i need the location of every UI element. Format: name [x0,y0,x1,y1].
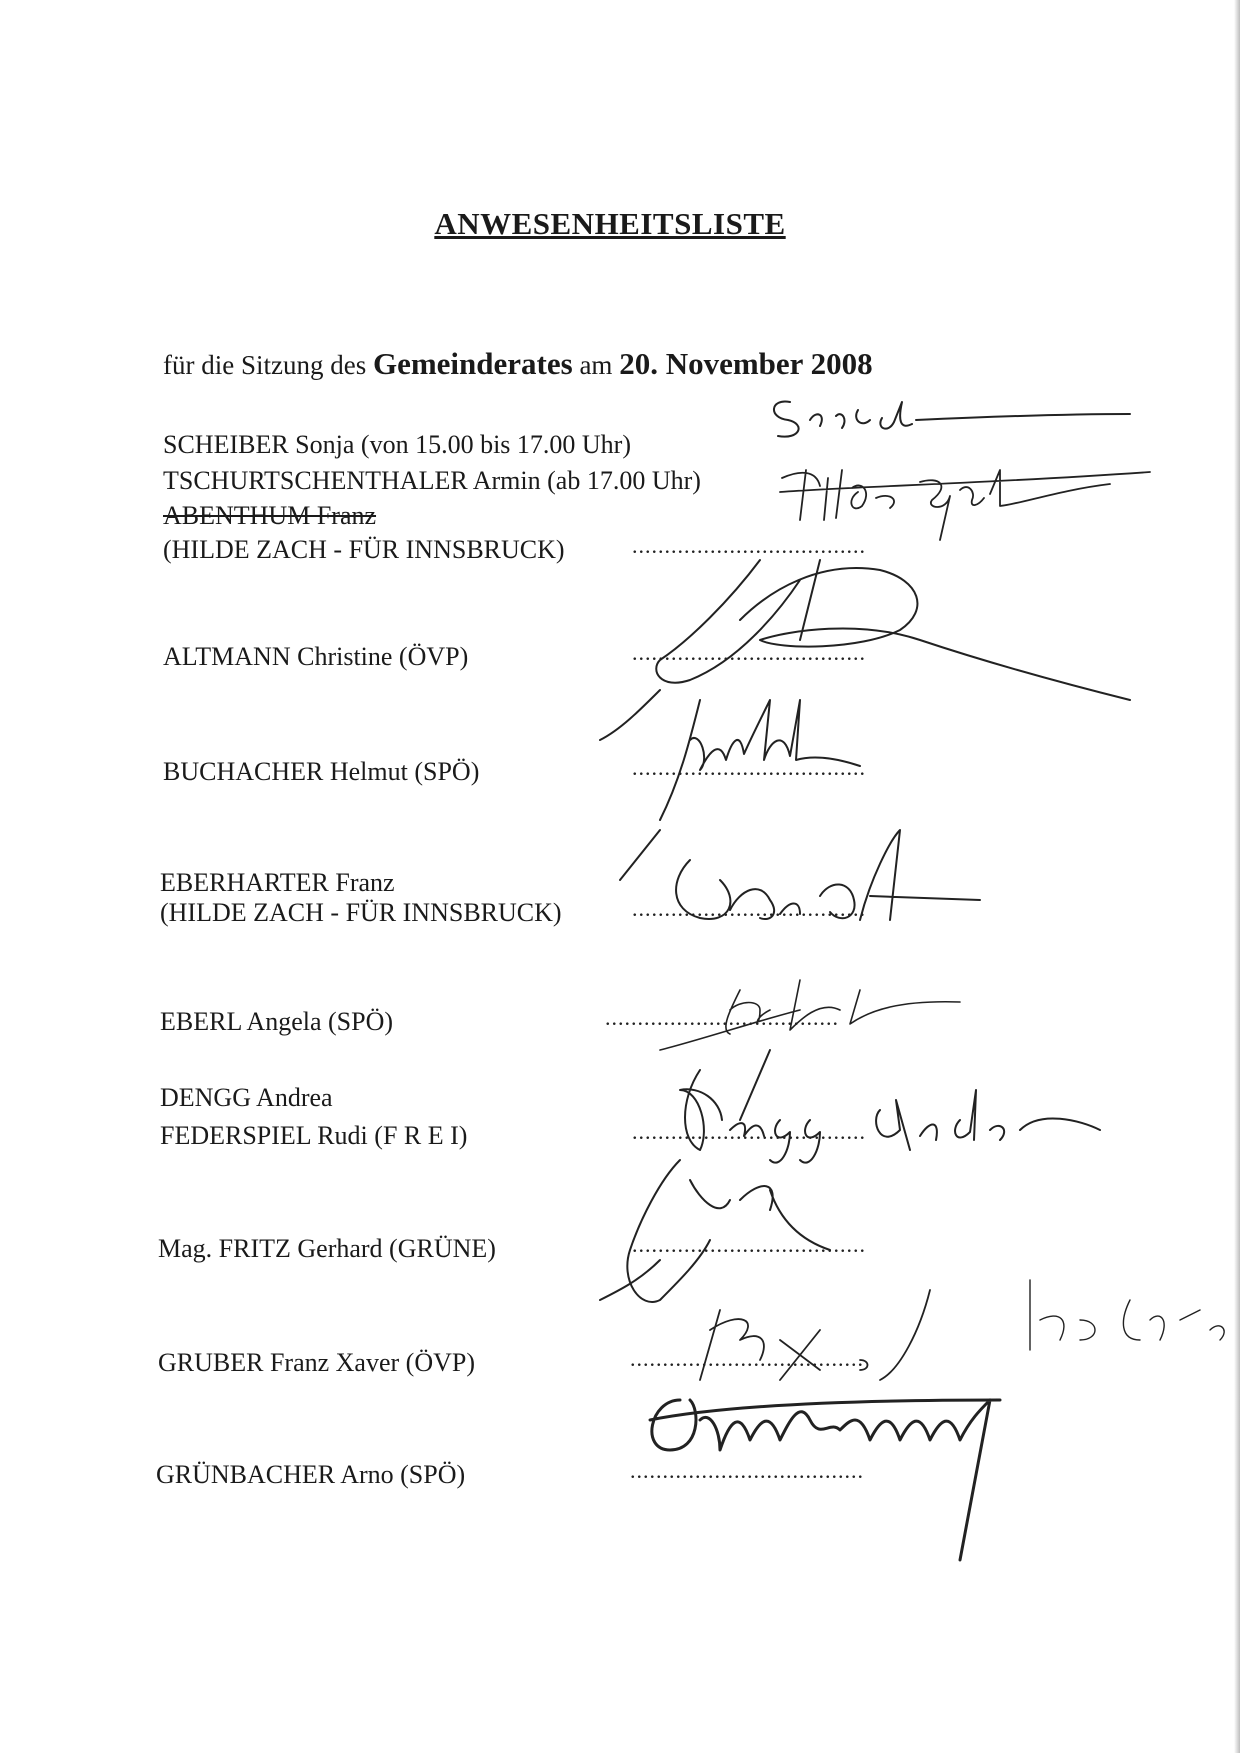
signature-hilde-zach [780,470,1150,540]
attendee-name: EBERL Angela (SPÖ) [160,1007,394,1036]
signature-margin-note [1030,1280,1224,1350]
attendee-name: FEDERSPIEL Rudi (F R E I) [160,1121,468,1150]
attendee-party: (HILDE ZACH - FÜR INNSBRUCK) [160,898,562,927]
signature-line: .................................... [632,533,866,558]
document-title: ANWESENHEITSLISTE [434,206,786,241]
signature-scheiber [774,401,1130,436]
session-body: Gemeinderates [372,346,573,381]
signature-line: .................................... [630,1458,864,1483]
session-prefix: für die Sitzung des [163,350,367,380]
attendee-name: DENGG Andrea [160,1083,333,1112]
attendee-name: GRÜNBACHER Arno (SPÖ) [156,1460,466,1489]
attendee-name: SCHEIBER Sonja (von 15.00 bis 17.00 Uhr) [163,430,631,459]
attendee-name: BUCHACHER Helmut (SPÖ) [163,757,480,786]
signature-line: .................................... [632,896,866,921]
attendee-name: GRUBER Franz Xaver (ÖVP) [158,1348,476,1377]
signature-line: .................................... [605,1005,839,1030]
signature-line: .................................... [632,1232,866,1257]
attendee-name-struck: ABENTHUM Franz [163,501,377,530]
signature-line: .................................... [630,1346,864,1371]
signature-line: .................................... [632,755,866,780]
attendee-name: TSCHURTSCHENTHALER Armin (ab 17.00 Uhr) [163,466,701,495]
session-line [163,346,873,382]
signature-line: .................................... [632,640,866,665]
attendee-party: (HILDE ZACH - FÜR INNSBRUCK) [163,535,565,564]
attendee-name: Mag. FRITZ Gerhard (GRÜNE) [158,1234,496,1263]
signature-fritz [600,1160,830,1302]
session-mid: am [579,350,613,380]
signature-line: .................................... [632,1119,866,1144]
attendee-name: ALTMANN Christine (ÖVP) [163,642,469,671]
signature-dengg [680,1050,1100,1163]
attendee-name: EBERHARTER Franz [160,868,395,897]
session-date: 20. November 2008 [619,346,873,381]
scan-edge [1234,0,1240,1753]
